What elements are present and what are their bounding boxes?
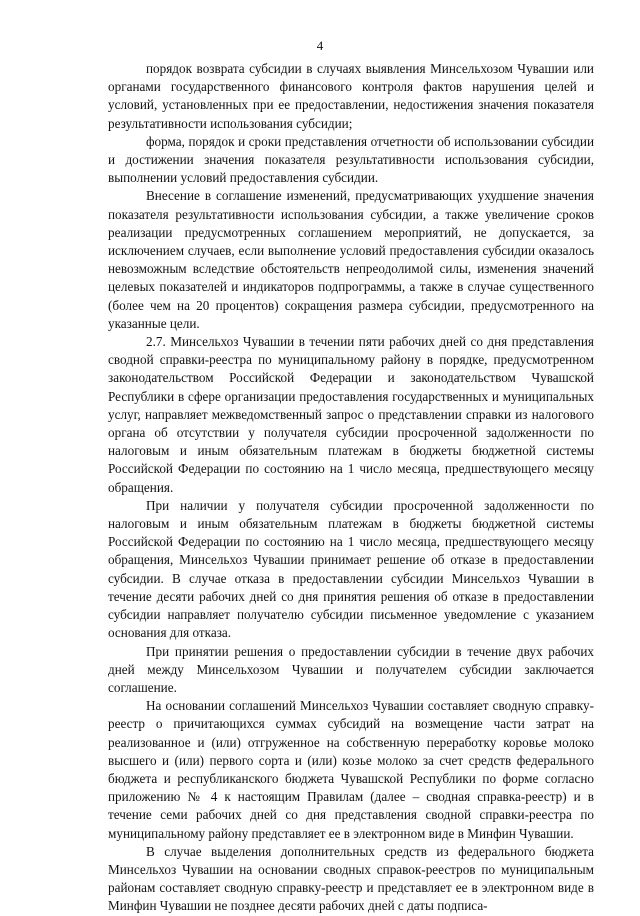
paragraph-agreement-conclusion: При принятии решения о предоставлении субсидии в течение двух рабочих дней между Минсельхозом Чувашии и получателем субсидии заключается соглашение. [108,643,594,695]
paragraph-section-2-7: 2.7. Минсельхоз Чувашии в течении пяти рабочих дней со дня представления сводной справки-реестра по муниципальному району в порядке, предусмотренном законодательством Российской Федерации и законодательством Чувашской Республики в сфере организации предоставления государственных и муниципальных услуг, направляет межведомственный запрос о представлении справки из налогового органа об отсутствии у получателя субсидии просроченной задолженности по налоговым и иным обязательным платежам в бюджеты бюджетной системы Российской Федерации по состоянию на 1 число месяца, предшествующего месяцу обращения. [108,334,594,495]
paragraph-agreement-changes: Внесение в соглашение изменений, предусматривающих ухудшение значения показателя результативности использования субсидии, а также увеличение сроков реализации предусмотренных соглашением мероприятий, не допускается, за исключением случаев, если выполнение условий предоставления субсидии оказалось невозможным вследствие обстоятельств непреодолимой силы, изменения значений целевых показателей и индикаторов подпрограммы, а также в случае существенного (более чем на 20 процентов) сокращения размера субсидии, предусмотренного на указанные цели. [108,188,594,331]
paragraph-summary-registry: На основании соглашений Минсельхоз Чувашии составляет сводную справку-реестр о причитающихся суммах субсидий на возмещение части затрат на реализованное и (или) отгруженное на собственную переработку коровье молоко высшего и (или) первого сорта и (или) козье молоко за счет средств федерального бюджета и республиканского бюджета Чувашской Республики по форме согласно приложению № 4 к настоящим Правилам (далее – сводная справка-реестр) и в течение семи рабочих дней со дня представления сводной справки-реестра по муниципальному району представляет ее в электронном виде в Минфин Чувашии. [108,698,594,841]
paragraph-additional-funds: В случае выделения дополнительных средств из федерального бюджета Минсельхоз Чувашии на основании сводных справок-реестров по муниципальным районам составляет сводную справку-реестр и представляет ее в электронном виде в Минфин Чувашии не позднее десяти рабочих дней с даты подписа- [108,843,594,914]
page-number: 4 [316,38,324,53]
document-body [108,60,594,916]
paragraph-debt-refusal: При наличии у получателя субсидии просроченной задолженности по налоговым и иным обязательным платежам в бюджеты бюджетной системы Российской Федерации по состоянию на 1 число месяца, предшествующего месяцу обращения, Минсельхоз Чувашии принимает решение об отказе в предоставлении субсидии. В случае отказа в предоставлении субсидии Минсельхоз Чувашии в течение десяти рабочих дней со дня принятия решения об отказе в предоставлении субсидии направляет получателю субсидии письменное уведомление с указанием основания для отказа. [108,497,594,641]
paragraph-reporting-form: форма, порядок и сроки представления отчетности об использовании субсидии и достижении значения показателя результативности использования субсидии, выполнении условий предоставления субсидии. [108,133,594,186]
paragraph-refund-procedure: порядок возврата субсидии в случаях выявления Минсельхозом Чувашии или органами государственного финансового контроля фактов нарушения целей и условий, установленных при ее предоставлении, недостижения значения показателя результативности использования субсидии; [108,61,594,131]
